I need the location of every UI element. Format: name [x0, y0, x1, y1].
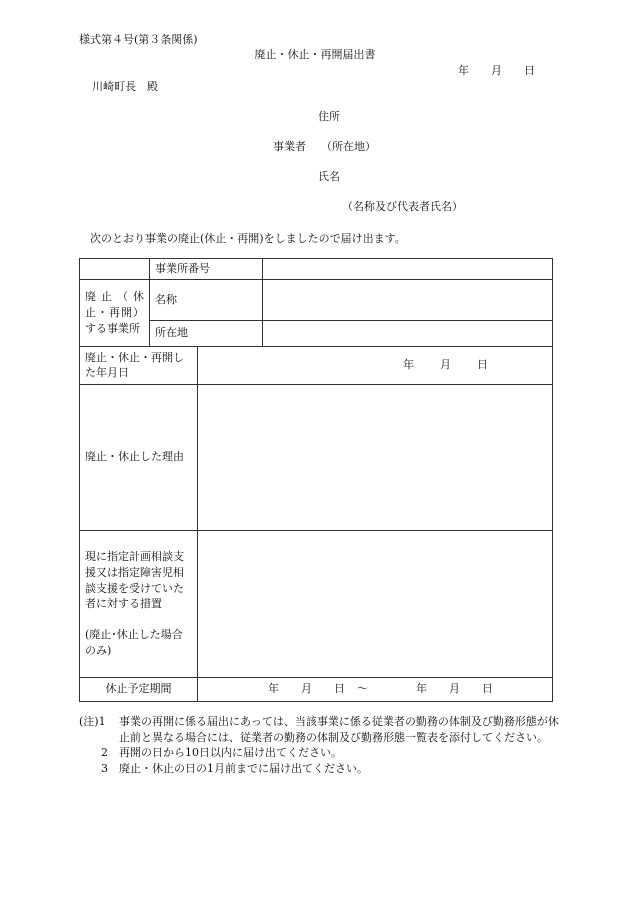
period-day-2: 日	[482, 682, 493, 696]
measures-label-cell	[80, 530, 198, 677]
date-month: 月	[440, 358, 451, 372]
submission-date	[458, 64, 535, 77]
office-number-label: 事業所番号	[150, 259, 263, 280]
office-location-field[interactable]	[263, 320, 553, 346]
office-group-label: 廃止（休止・再開）する事業所	[80, 279, 150, 346]
notes-prefix: (注)	[79, 715, 99, 728]
office-location-row	[80, 320, 553, 346]
notes-section	[79, 714, 559, 776]
date-day-label: 日	[524, 64, 535, 77]
note-text: 再開の日から10日以内に届け出てください。	[119, 746, 342, 760]
office-name-row	[80, 279, 553, 320]
date-day: 日	[477, 358, 488, 372]
name-note: （名称及び代表者氏名）	[342, 200, 463, 213]
note-number: 1	[98, 715, 106, 728]
location-label: （所在地）	[321, 140, 376, 153]
period-month-1: 月	[301, 682, 312, 696]
operator-label: 事業者	[273, 140, 306, 153]
address-label: 住所	[318, 110, 340, 123]
office-name-label: 名称	[150, 279, 263, 320]
date-field[interactable]	[198, 346, 553, 384]
period-field[interactable]	[198, 677, 553, 701]
note-item	[79, 761, 559, 777]
period-day-1: 日	[334, 682, 345, 696]
reason-label: 廃止・休止した理由	[80, 384, 198, 530]
period-month-2: 月	[449, 682, 460, 696]
name-label: 氏名	[318, 170, 340, 183]
reason-row	[80, 384, 553, 530]
period-tilde: ～	[357, 682, 368, 696]
note-text: 事業の再開に係る届出にあっては、当該事業に係る従業者の勤務の体制及び勤務形態が休止前と異なる場合には、従業者の勤務の体制及び勤務形態一覧表を添付してください。	[119, 715, 559, 744]
date-label: 廃止・休止・再開した年月日	[80, 346, 198, 384]
measures-label: 現に指定計画相談支援又は指定障害児相談支援を受けていた者に対する措置	[85, 549, 184, 611]
note-text: 廃止・休止の日の1月前までに届け出てください。	[119, 761, 368, 775]
note-item	[79, 745, 559, 761]
measures-field[interactable]	[198, 530, 553, 677]
period-year-2: 年	[416, 682, 427, 696]
measures-note: (廃止･休止した場合のみ)	[85, 628, 183, 658]
notification-table	[79, 258, 553, 702]
date-year-label: 年	[458, 64, 469, 77]
reason-field[interactable]	[198, 384, 553, 530]
period-row	[80, 677, 553, 701]
date-month-label: 月	[491, 64, 502, 77]
office-location-label: 所在地	[150, 320, 263, 346]
office-number-field[interactable]	[263, 259, 553, 280]
date-row	[80, 346, 553, 384]
office-name-field[interactable]	[263, 279, 553, 320]
note-item	[79, 714, 559, 745]
form-number: 様式第４号(第３条関係)	[79, 33, 198, 46]
document-title: 廃止・休止・再開届出書	[254, 48, 376, 61]
date-year: 年	[403, 358, 414, 372]
measures-row	[80, 530, 553, 677]
note-number: 3	[101, 761, 108, 775]
intro-text: 次のとおり事業の廃止(休止・再開)をしましたので届け出ます。	[90, 232, 406, 245]
period-label: 休止予定期間	[80, 677, 198, 701]
period-year-1: 年	[268, 682, 279, 696]
office-number-row	[80, 259, 553, 280]
note-number: 2	[101, 746, 108, 760]
office-number-blank-cell	[80, 259, 150, 280]
addressee: 川崎町長 殿	[92, 80, 158, 93]
